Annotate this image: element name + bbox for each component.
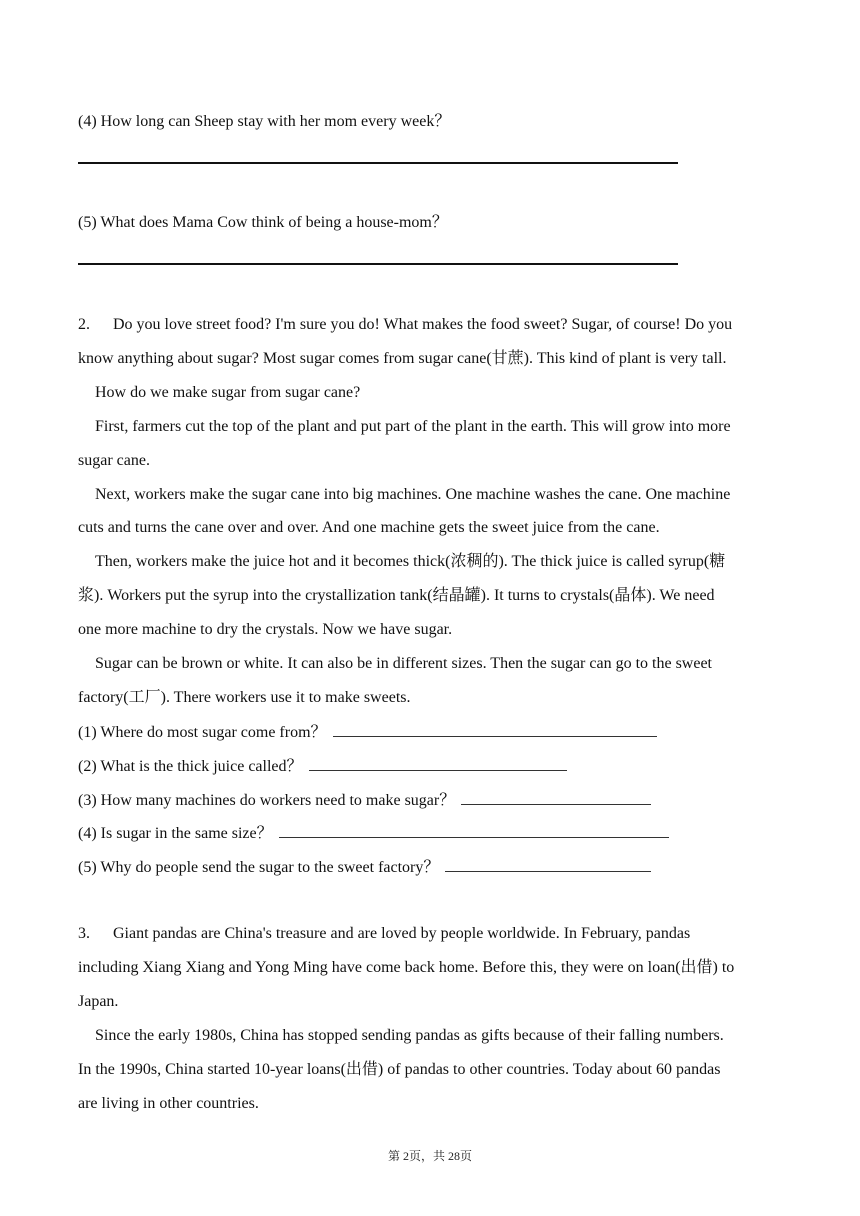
passage-2-line-1 [78,315,732,335]
passage-3-line-4: Since the early 1980s, China has stopped sending pandas as gifts because of their falling numbers. [95,1027,724,1044]
answer-blank[interactable] [309,756,567,771]
question-text: (5) Why do people send the sugar to the sweet factory？ [78,859,440,876]
passage-2-question-4 [78,823,669,844]
passage-3-line-6: are living in other countries. [78,1095,259,1112]
passage-2-question-3 [78,790,651,811]
passage-3-line-1-text: Giant pandas are China's treasure and are loved by people worldwide. In February, pandas [113,925,691,942]
passage-2-line-11: Sugar can be brown or white. It can also be in different sizes. Then the sugar can go to the sweet [95,655,712,672]
passage-3-number: 3. [78,925,90,942]
answer-blank[interactable] [279,823,669,838]
answer-blank[interactable] [461,790,651,805]
passage-2-line-3: How do we make sugar from sugar cane? [95,384,361,401]
passage-2-line-10: one more machine to dry the crystals. Now we have sugar. [78,621,453,638]
passage-2-line-12: factory(工厂). There workers use it to make sweets. [78,689,411,706]
question-5-text: (5) What does Mama Cow think of being a house-mom？ [78,214,448,231]
answer-line-q5[interactable] [78,263,678,265]
passage-2-line-8: Then, workers make the juice hot and it becomes thick(浓稠的). The thick juice is called syrup(糖 [95,553,726,570]
answer-blank[interactable] [445,857,651,872]
passage-2-line-2: know anything about sugar? Most sugar comes from sugar cane(甘蔗). This kind of plant is very tall. [78,350,727,367]
question-4-text: (4) How long can Sheep stay with her mom every week？ [78,113,451,130]
passage-2-question-2 [78,756,567,777]
passage-2-line-4: First, farmers cut the top of the plant and put part of the plant in the earth. This will grow into more [95,418,731,435]
passage-2-question-5 [78,857,651,878]
passage-3-line-5: In the 1990s, China started 10-year loans(出借) of pandas to other countries. Today about 60 pandas [78,1061,721,1078]
passage-2-line-6: Next, workers make the sugar cane into big machines. One machine washes the cane. One machine [95,486,731,503]
page-number-footer: 第 2页，共 28页 [387,1149,472,1163]
passage-2-line-7: cuts and turns the cane over and over. And one machine gets the sweet juice from the cane. [78,519,660,536]
passage-2-line-9: 浆). Workers put the syrup into the crystallization tank(结晶罐). It turns to crystals(晶体). We need [78,587,715,604]
question-text: (1) Where do most sugar come from？ [78,724,327,741]
passage-3-line-3: Japan. [78,993,119,1010]
question-text: (3) How many machines do workers need to make sugar？ [78,792,456,809]
question-text: (2) What is the thick juice called？ [78,758,303,775]
answer-line-q4[interactable] [78,162,678,164]
passage-2-line-1-text: Do you love street food? I'm sure you do! What makes the food sweet? Sugar, of course! Do you [113,316,733,333]
passage-2-number: 2. [78,316,90,333]
passage-3-line-2: including Xiang Xiang and Yong Ming have come back home. Before this, they were on loan(出借) to [78,959,735,976]
passage-2-question-1 [78,722,657,743]
answer-blank[interactable] [333,722,657,737]
question-text: (4) Is sugar in the same size？ [78,825,273,842]
passage-2-line-5: sugar cane. [78,452,150,469]
passage-3-line-1 [78,924,690,944]
